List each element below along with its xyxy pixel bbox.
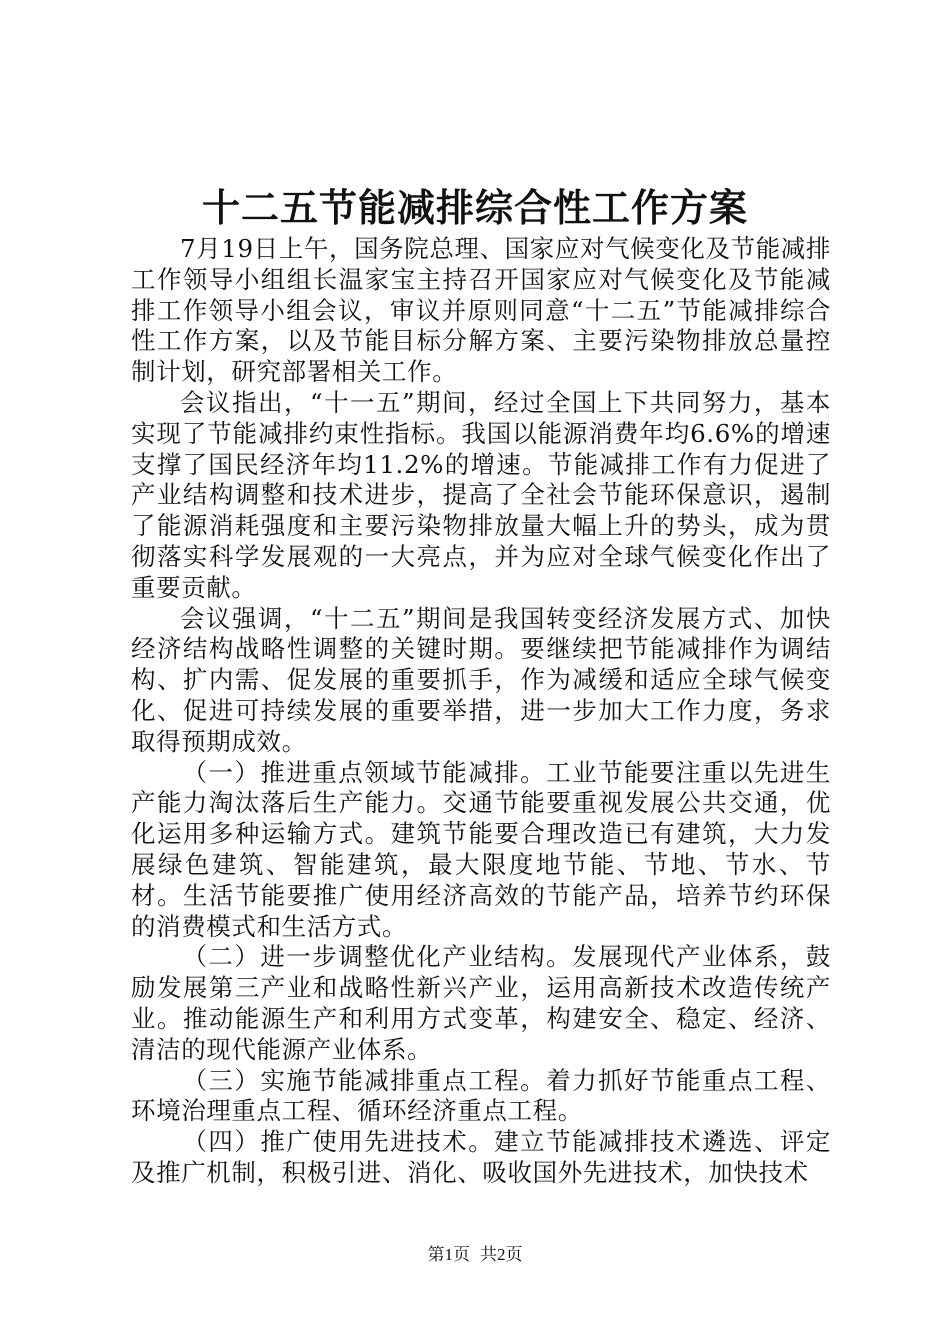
paragraph-meeting-noted: 会议指出，“十一五”期间，经过全国上下共同努力，基本实现了节能减排约束性指标。我国以能源消费年均6.6%的增速支撑了国民经济年均11.2%的增速。节能减排工作有力促进了产业结构调整和技术进步，提高了全社会节能环保意识，遏制了能源消耗强度和主要污染物排放量大幅上升的势头，成为贯彻落实科学发展观的一大亮点，并为应对全球气候变化作出了重要贡献。 [131,387,831,602]
page-number: 第1页 [427,1245,470,1264]
document-body [131,234,831,1189]
paragraph-intro: 7月19日上午，国务院总理、国家应对气候变化及节能减排工作领导小组组长温家宝主持召开国家应对气候变化及节能减排工作领导小组会议，审议并原则同意“十二五”节能减排综合性工作方案，以及节能目标分解方案、主要污染物排放总量控制计划，研究部署相关工作。 [131,234,831,387]
page-total: 共2页 [480,1245,523,1264]
paragraph-item-3: （三）实施节能减排重点工程。着力抓好节能重点工程、环境治理重点工程、循环经济重点工程。 [131,1065,831,1126]
paragraph-item-2: （二）进一步调整优化产业结构。发展现代产业体系，鼓励发展第三产业和战略性新兴产业，运用高新技术改造传统产业。推动能源生产和利用方式变革，构建安全、稳定、经济、清洁的现代能源产业体系。 [131,942,831,1064]
document-title: 十二五节能减排综合性工作方案 [201,185,748,230]
paragraph-item-4: （四）推广使用先进技术。建立节能减排技术遴选、评定及推广机制，积极引进、消化、吸收国外先进技术，加快技术 [131,1127,831,1187]
paragraph-item-1: （一）推进重点领域节能减排。工业节能要注重以先进生产能力淘汰落后生产能力。交通节能要重视发展公共交通，优化运用多种运输方式。建筑节能要合理改造已有建筑，大力发展绿色建筑、智能建筑，最大限度地节能、节地、节水、节材。生活节能要推广使用经济高效的节能产品，培养节约环保的消费模式和生活方式。 [131,757,831,941]
page-footer [0,1244,950,1266]
paragraph-meeting-stressed: 会议强调，“十二五”期间是我国转变经济发展方式、加快经济结构战略性调整的关键时期。要继续把节能减排作为调结构、扩内需、促发展的重要抓手，作为减缓和适应全球气候变化、促进可持续发展的重要举措，进一步加大工作力度，务求取得预期成效。 [131,603,831,756]
